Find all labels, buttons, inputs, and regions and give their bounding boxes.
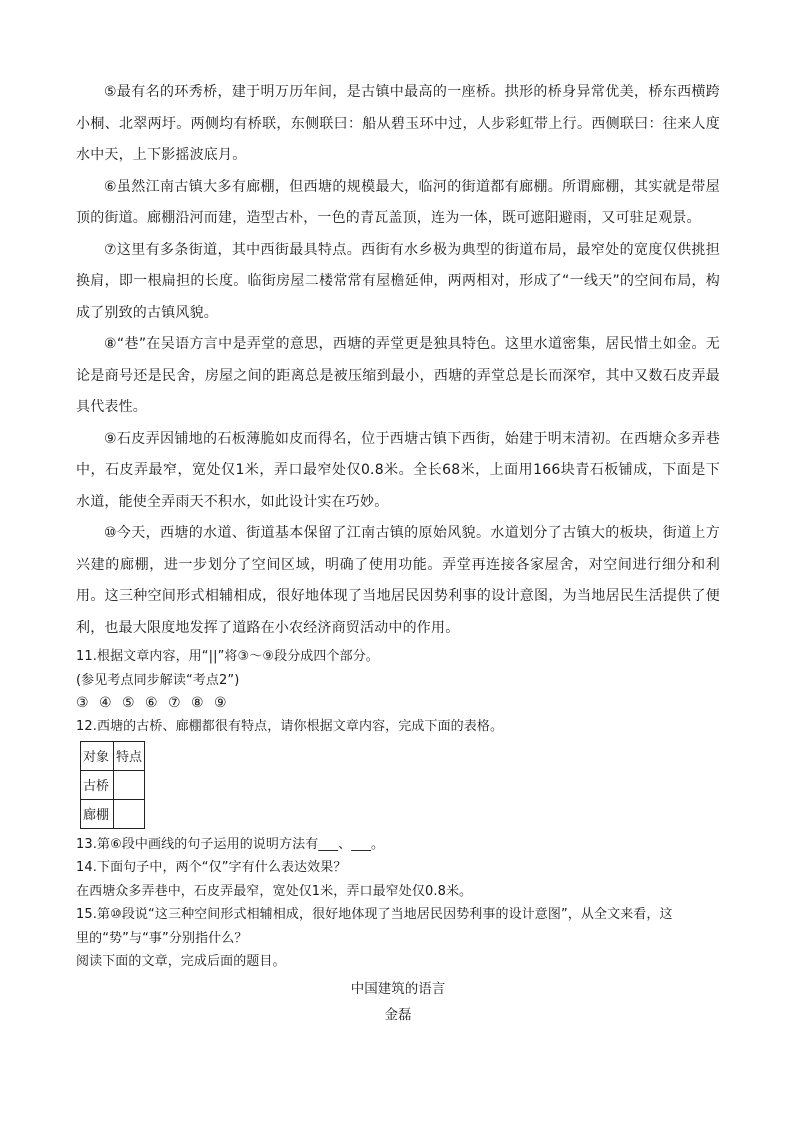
paragraph-10: ⑩今天，西塘的水道、街道基本保留了江南古镇的原始风貌。水道划分了古镇大的板块，街道上方兴建的廊棚，进一步划分了空间区域，明确了使用功能。弄堂再连接各家屋舍，对空间进行细分和利用。这三种空间形式相辅相成，很好地体现了当地居民因势利事的设计意图，为当地居民生活提供了便利，也最大限度地发挥了道路在小农经济商贸活动中的作用。 xyxy=(76,525,720,636)
table-cell-answer[interactable] xyxy=(114,770,145,799)
question-11 xyxy=(76,645,720,715)
paragraph-8: ⑧“巷”在吴语方言中是弄堂的意思，西塘的弄堂更是独具特色。这里水道密集，居民惜土如金。无论是商号还是民舍，房屋之间的距离总是被压缩到最小，西塘的弄堂总是长而深窄，其中又数石皮弄最具代表性。 xyxy=(76,336,720,415)
table-row xyxy=(81,799,145,828)
reading-instruction: 阅读下面的文章，完成后面的题目。 xyxy=(76,954,286,969)
document-content xyxy=(76,77,720,1028)
question-14-text: 14.下面句子中，两个“仅”字有什么表达效果？ xyxy=(76,860,347,875)
table-row xyxy=(81,770,145,799)
table-cell-answer[interactable] xyxy=(114,799,145,828)
question-15-line-1: 15.第⑩段说“这三种空间形式相辅相成，很好地体现了当地居民因势利事的设计意图”，从全文来看，这 xyxy=(76,907,673,922)
question-11-text: 11.根据文章内容，用“||”将③～⑨段分成四个部分。 xyxy=(76,649,379,664)
question-15 xyxy=(76,903,720,950)
question-14 xyxy=(76,856,720,903)
article-author: 金磊 xyxy=(384,1006,412,1023)
question-12-text: 12.西塘的古桥、廊棚都很有特点，请你根据文章内容，完成下面的表格。 xyxy=(76,719,504,734)
question-13-text: 13.第⑥段中画线的句子运用的说明方法有___、___。 xyxy=(76,836,385,852)
paragraph-6: ⑥虽然江南古镇大多有廊棚，但西塘的规模最大，临河的街道都有廊棚。所谓廊棚，其实就是带屋顶的街道。廊棚沿河而建，造型古朴，一色的青瓦盖顶，连为一体，既可遮阳避雨，又可驻足观景。 xyxy=(76,178,720,226)
table-cell-object: 廊棚 xyxy=(81,799,114,828)
paragraph-7: ⑦这里有多条街道，其中西街最具特点。西街有水乡极为典型的街道布局，最窄处的宽度仅供挑担换肩，即一根扁担的长度。临街房屋二楼常常有屋檐延伸，两两相对，形成了“一线天”的空间布局，构成了别致的古镇风貌。 xyxy=(76,241,720,321)
question-11-note: (参见考点同步解读“考点2”) xyxy=(76,672,240,688)
article-title: 中国建筑的语言 xyxy=(350,980,446,997)
table-header-cell: 对象 xyxy=(81,741,114,770)
table-cell-object: 古桥 xyxy=(81,770,114,799)
question-11-paragraph-markers: ③ ④ ⑤ ⑥ ⑦ ⑧ ⑨ xyxy=(76,695,230,711)
table-header-row xyxy=(81,741,145,770)
answer-table xyxy=(80,741,145,829)
question-15-line-2: 里的“势”与“事”分别指什么？ xyxy=(76,930,248,946)
question-14-sentence: 在西塘众多弄巷中，石皮弄最窄，宽处仅1米，弄口最窄处仅0.8米。 xyxy=(76,883,473,899)
paragraph-5: ⑤最有名的环秀桥，建于明万历年间，是古镇中最高的一座桥。拱形的桥身异常优美，桥东西横跨小桐、北翠两圩。两侧均有桥联，东侧联曰：船从碧玉环中过，人步彩虹带上行。西侧联曰：往来人度水中天，上下影摇波底月。 xyxy=(76,84,720,163)
question-12 xyxy=(76,715,720,829)
table-header-cell: 特点 xyxy=(114,741,145,770)
paragraph-9: ⑨石皮弄因铺地的石板薄脆如皮而得名，位于西塘古镇下西街，始建于明末清初。在西塘众多弄巷中，石皮弄最窄，宽处仅1米，弄口最窄处仅0.8米。全长68米，上面用166块青石板铺成，下面是下水道，能使全弄雨天不积水，如此设计实在巧妙。 xyxy=(76,430,720,510)
